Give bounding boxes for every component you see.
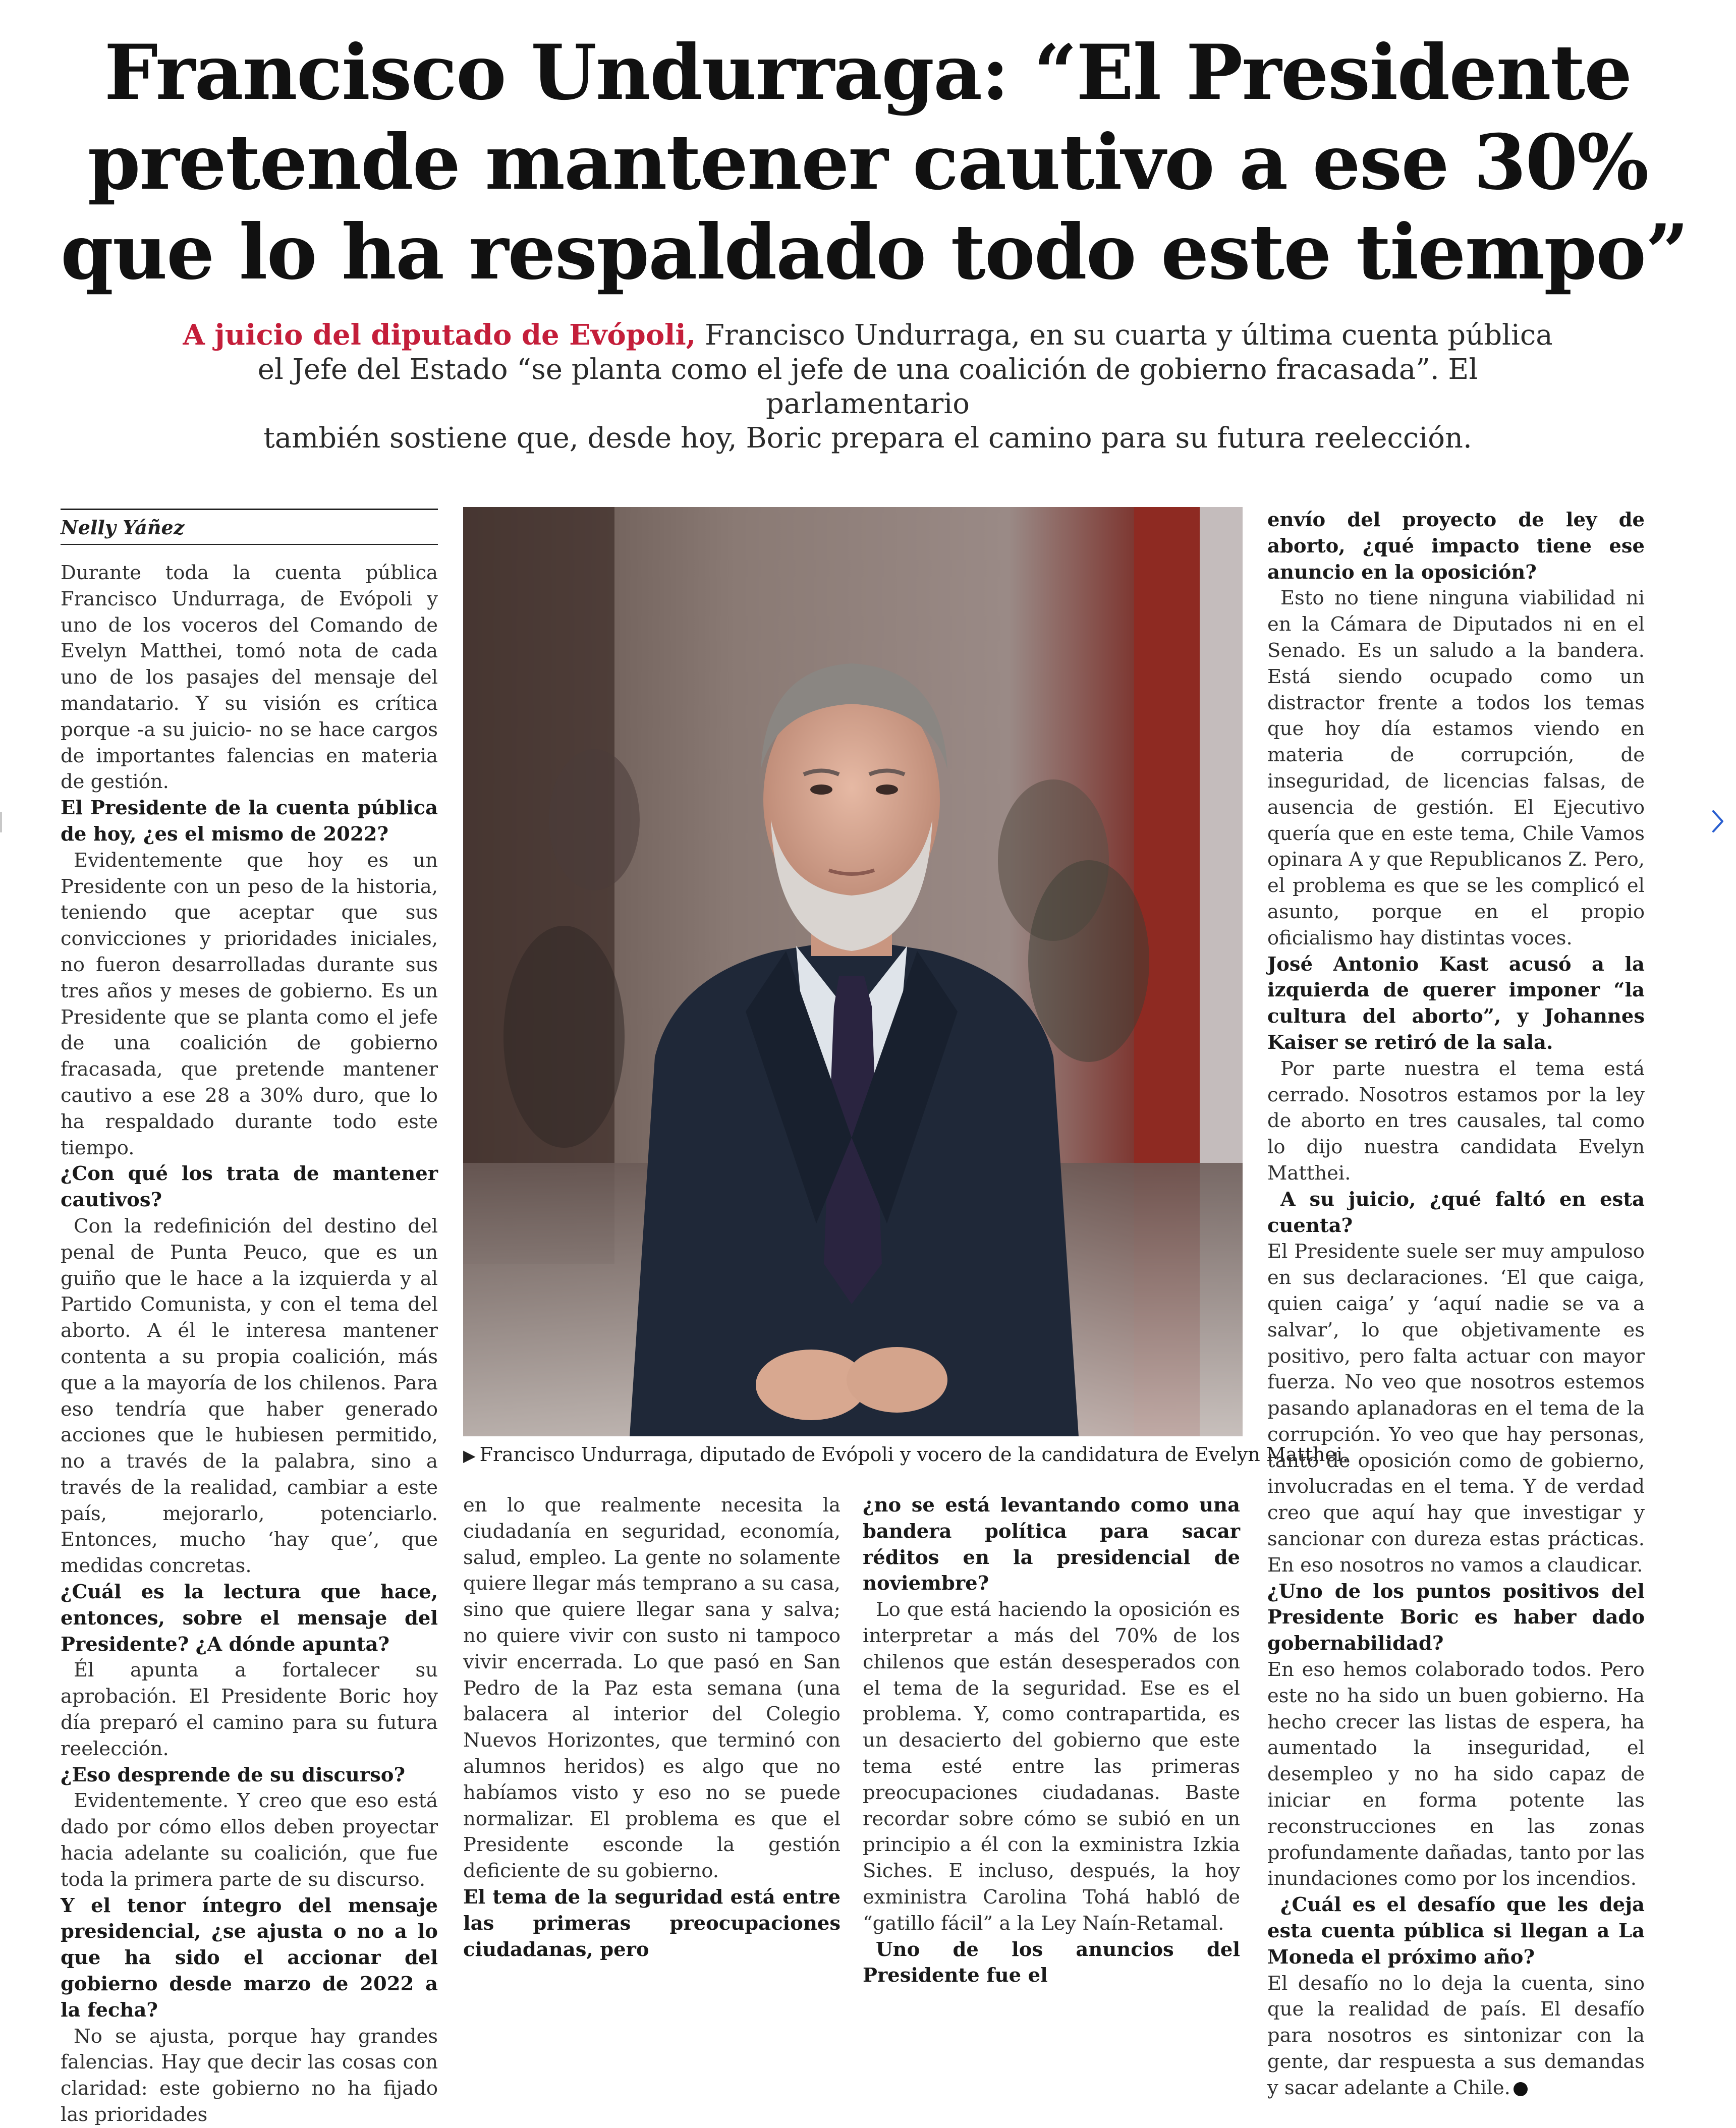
chevron-right-icon[interactable] <box>1710 806 1725 836</box>
question-paragraph: Y el tenor íntegro del mensaje presidencial, ¿se ajusta o no a lo que ha sido el accionar del gobierno desde marzo de 2022 a la fecha? <box>61 1894 438 2022</box>
headline-line-2: pretende mantener cautivo a ese 30% <box>87 118 1648 207</box>
answer-paragraph: Con la redefinición del destino del penal de Punta Peuco, que es un guiño que le hace a la izquierda y al Partido Comunista, y con el tema del aborto. A él le interesa mantener contenta a su propia coalición, más que a la mayoría de los chilenos. Para eso tendría que haber generado acciones que le hubiesen permitido, no a través de la palabra, sino a través de la realidad, cambiar a este país, mejorarlo, potenciarlo. Entonces, mucho ‘hay que’, que medidas concretas. <box>61 1214 438 1578</box>
headline-line-1: Francisco Undurraga: “El Presidente <box>104 28 1632 117</box>
answer-paragraph: En eso hemos colaborado todos. Pero este no ha sido un buen gobierno. Ha hecho crecer las listas de espera, ha aumentado la inseguridad, el desempleo y no ha sido capaz de iniciar en forma potente las reconstrucciones en las zonas profundamente dañadas, tanto por las inundaciones como por los incendios. <box>1267 1658 1645 1890</box>
question-paragraph: A su juicio, ¿qué faltó en esta cuenta? <box>1267 1188 1645 1237</box>
question-paragraph: José Antonio Kast acusó a la izquierda de querer imponer “la cultura del aborto”, y Johannes Kaiser se retiró de la sala. <box>1267 953 1645 1054</box>
portrait-photo <box>463 507 1243 1436</box>
article-column-4 <box>1267 507 1645 2101</box>
question-paragraph: ¿no se está levantando como una bandera política para sacar réditos en la presidencial de noviembre? <box>863 1494 1240 1595</box>
question-paragraph: ¿Eso desprende de su discurso? <box>61 1763 405 1786</box>
answer-paragraph: Esto no tiene ninguna viabilidad ni en la Cámara de Diputados ni en el Senado. Es un saludo a la bandera. Está siendo ocupado como un distractor frente a todos los temas que hoy día estamos viendo en materia de corrupción, de inseguridad, de licencias falsas, de ausencia de gestión. El Ejecutivo quería que en este tema, Chile Vamos opinara A y que Republicanos Z. Pero, el problema es que se les complicó el asunto, porque en el propio oficialismo hay distintas voces. <box>1267 587 1645 949</box>
headline-line-3: que lo ha respaldado todo este tiempo” <box>61 208 1688 297</box>
portrait-illustration <box>463 507 1243 1436</box>
question-paragraph: El Presidente de la cuenta pública de hoy, ¿es el mismo de 2022? <box>61 797 438 846</box>
article-column-1 <box>61 560 438 2128</box>
deck-line-2: el Jefe del Estado “se planta como el jefe de una coalición de gobierno fracasada”. El parlamentario <box>257 353 1478 420</box>
question-paragraph: envío del proyecto de ley de aborto, ¿qué impacto tiene ese anuncio en la oposición? <box>1267 509 1645 584</box>
byline: Nelly Yáñez <box>61 516 185 539</box>
end-dot-icon <box>1514 2082 1528 2096</box>
headline <box>61 28 1688 297</box>
question-paragraph: El tema de la seguridad está entre las primeras preocupaciones ciudadanas, pero <box>463 1885 841 1961</box>
answer-paragraph: Durante toda la cuenta pública Francisco Undurraga, de Evópoli y uno de los voceros del Comando de Evelyn Matthei, tomó nota de cada uno de los pasajes del mensaje del mandatario. Y su visión es crítica porque -a su juicio- no se hace cargos de importantes falencias en materia de gestión. <box>61 562 438 794</box>
article-column-2 <box>463 1492 841 1963</box>
answer-paragraph: El Presidente suele ser muy ampuloso en sus declaraciones. ‘El que caiga, quien caiga’ y ‘aquí nadie se va a salvar’, lo que objetivamente es positivo, pero falta actuar con mayor fuerza. No veo que nosotros estemos pasando aplanadoras en el tema de la corrupción. Yo veo que hay personas, tanto de oposición como de gobierno, involucradas en el tema. Y de verdad creo que aquí hay que investigar y sancionar con dureza estas prácticas. En eso nosotros no vamos a claudicar. <box>1267 1240 1645 1577</box>
question-paragraph: Uno de los anuncios del Presidente fue el <box>863 1938 1240 1987</box>
answer-paragraph: Por parte nuestra el tema está cerrado. Nosotros estamos por la ley de aborto en tres causales, tal como lo dijo nuestra candidata Evelyn Matthei. <box>1267 1057 1645 1185</box>
answer-paragraph: Evidentemente. Y creo que eso está dado por cómo ellos deben proyectar hacia adelante su coalición, que fue toda la primera parte de su discurso. <box>61 1789 438 1891</box>
question-paragraph: ¿Uno de los puntos positivos del Presidente Boric es haber dado gobernabilidad? <box>1267 1580 1645 1655</box>
byline-box <box>61 509 438 545</box>
answer-paragraph: Evidentemente que hoy es un Presidente con un peso de la historia, teniendo que aceptar que sus convicciones y prioridades iniciales, no fueron desarrolladas durante sus tres años y meses de gobierno. Es un Presidente que se planta como el jefe de una coalición de gobierno fracasada, que pretende mantener cautivo a ese 28 a 30% duro, que lo ha respaldado durante todo este tiempo. <box>61 849 438 1159</box>
answer-paragraph: Lo que está haciendo la oposición es interpretar a más del 70% de los chilenos que están desesperados con el tema de la seguridad. Ese es el problema. Y, como contrapartida, es un desacierto del gobierno que este tema esté entre las primeras preocupaciones ciudadanas. Baste recordar sobre cómo se subió en un principio a él con la exministra Izkia Siches. E incluso, después, la hoy exministra Carolina Tohá habló de “gatillo fácil” a la Ley Naín-Retamal. <box>863 1598 1240 1935</box>
deck-line-1-text: Francisco Undurraga, en su cuarta y última cuenta pública <box>696 319 1553 352</box>
answer-paragraph: No se ajusta, porque hay grandes falencias. Hay que decir las cosas con claridad: este gobierno no ha fijado las prioridades <box>61 2025 438 2126</box>
deck-line-3: también sostiene que, desde hoy, Boric prepara el camino para su futura reelección. <box>263 422 1472 455</box>
answer-paragraph: Él apunta a fortalecer su aprobación. El Presidente Boric hoy día preparó el camino para su futura reelección. <box>61 1659 438 1760</box>
question-paragraph: ¿Cuál es la lectura que hace, entonces, sobre el mensaje del Presidente? ¿A dónde apunta? <box>61 1581 438 1656</box>
answer-paragraph: en lo que realmente necesita la ciudadanía en seguridad, economía, salud, empleo. La gente no solamente quiere llegar más temprano a su casa, sino que quiere llegar sana y salva; no quiere vivir con susto ni tampoco vivir encerrada. Lo que pasó en San Pedro de la Paz esta semana (una balacera al interior del Colegio Nuevos Horizontes, que terminó con alumnos heridos) es algo que no habíamos visto y eso no se puede normalizar. El problema es que el Presidente esconde la gestión deficiente de su gobierno. <box>463 1494 841 1883</box>
deck-summary <box>161 318 1574 456</box>
question-paragraph: ¿Cuál es el desafío que les deja esta cuenta pública si llegan a La Moneda el próximo año? <box>1267 1893 1645 1969</box>
deck-kicker: A juicio del diputado de Evópoli, <box>183 318 696 352</box>
caption-text: Francisco Undurraga, diputado de Evópoli y vocero de la candidatura de Evelyn Matthei. <box>479 1443 1349 1466</box>
answer-paragraph: El desafío no lo deja la cuenta, sino que la realidad de país. El desafío para nosotros es sintonizar con la gente, dar respuesta a sus demandas y sacar adelante a Chile. <box>1267 1972 1645 2099</box>
photo-caption <box>463 1442 1349 1468</box>
triangle-right-icon: ▶ <box>463 1446 476 1465</box>
article-column-3 <box>863 1492 1240 1989</box>
prev-page-edge <box>0 812 2 832</box>
question-paragraph: ¿Con qué los trata de mantener cautivos? <box>61 1162 438 1212</box>
deck-line-1 <box>161 318 1574 353</box>
